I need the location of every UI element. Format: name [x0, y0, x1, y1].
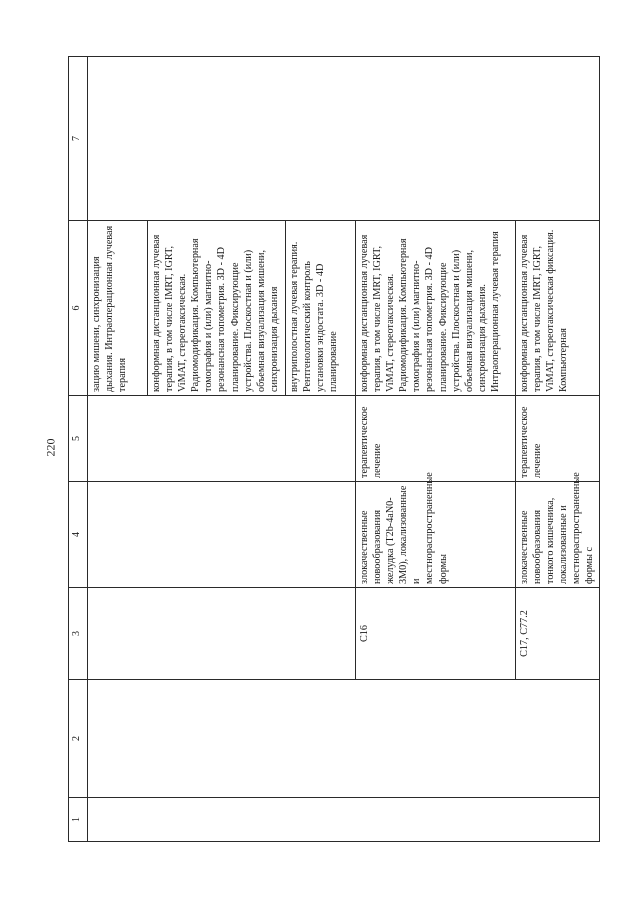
rotated-table-wrapper: [68, 57, 628, 842]
cell-col1: [88, 798, 600, 842]
cell-method: конформная дистанционная лучевая терапия, в том числе IMRT, IGRT, ViMAT, стереотаксическая фиксация. Компьютерная: [516, 221, 600, 396]
cell-diagnosis: злокачественные новообразования тонкого кишечника, локализованные и местнораспространенные формы с: [516, 482, 600, 588]
header-col-6: 6: [69, 221, 88, 396]
cell-col7: [88, 57, 600, 221]
cell-code: [88, 588, 356, 680]
header-col-7: 7: [69, 57, 88, 221]
table-row: [88, 57, 148, 842]
cell-treatment-type: терапевтическое лечение: [356, 396, 516, 482]
cell-col2: [88, 680, 600, 798]
procedures-table: [68, 56, 600, 842]
cell-treatment-type: [88, 396, 356, 482]
cell-diagnosis: злокачественные новообразования желудка (T2b-4aN0-3M0), локализованные и местнораспространенные формы: [356, 482, 516, 588]
cell-method: зацию мишени, синхронизация дыхания. Интраоперационная лучевая терапия: [88, 221, 148, 396]
cell-code: C16: [356, 588, 516, 680]
header-col-1: 1: [69, 798, 88, 842]
cell-diagnosis: [88, 482, 356, 588]
header-col-5: 5: [69, 396, 88, 482]
cell-code: C17, C77.2: [516, 588, 600, 680]
header-col-4: 4: [69, 482, 88, 588]
cell-treatment-type: терапевтическое лечение: [516, 396, 600, 482]
cell-method: внутриполостная лучевая терапия. Рентгенологический контроль установки эндостата. 3D - 4D планирование: [286, 221, 356, 396]
cell-method: конформная дистанционная лучевая терапия, в том числе IMRT, IGRT, ViMAT, стереотаксическая. Радиомодификация. Компьютерная томография и (или) магнитно-резонансная топометрия. 3D - 4D планирование. Фиксирующие устройства. Плоскостная и (или) объемная визуализация мишени, синхронизация дыхания. Интраоперационная лучевая терапия: [356, 221, 516, 396]
header-col-2: 2: [69, 680, 88, 798]
page-number: 220: [43, 438, 58, 457]
table-header-row: [69, 57, 88, 842]
cell-method: конформная дистанционная лучевая терапия, в том числе IMRT, IGRT, ViMAT, стереотаксическая. Радиомодификация. Компьютерная томография и (или) магнитно-резонансная топометрия. 3D - 4D планирование. Фиксирующие устройства. Плоскостная и (или) объемная визуализация мишени, синхронизация дыхания: [148, 221, 286, 396]
header-col-3: 3: [69, 588, 88, 680]
